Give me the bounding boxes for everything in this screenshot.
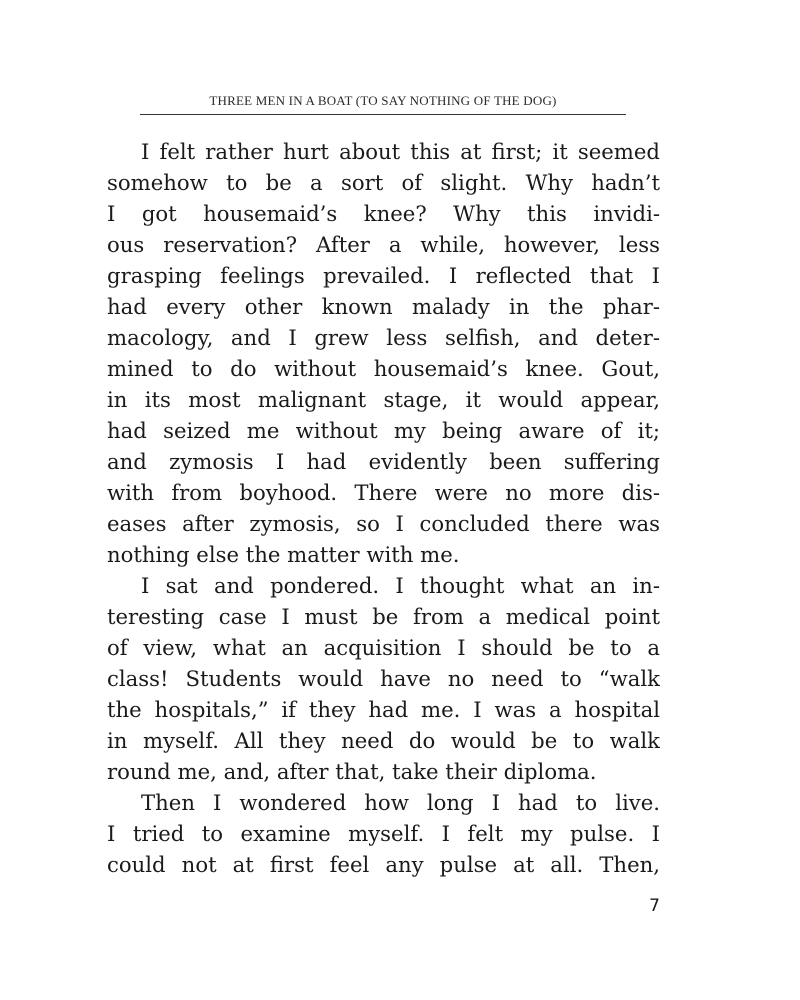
text-line: mined to do without housemaid’s knee. Gout, — [107, 356, 660, 381]
text-line: in myself. All they need do would be to walk — [107, 728, 660, 753]
text-line: I got housemaid’s knee? Why this invidi- — [107, 201, 660, 226]
text-line: I tried to examine myself. I felt my pulse. I — [107, 821, 660, 846]
text-line: I felt rather hurt about this at first; it seemed — [141, 139, 660, 164]
text-line: nothing else the matter with me. — [107, 542, 460, 567]
body-text — [107, 136, 660, 880]
text-line: grasping feelings prevailed. I reflected that I — [107, 263, 660, 288]
text-line: somehow to be a sort of slight. Why hadn’t — [107, 170, 660, 195]
text-line: round me, and, after that, take their diploma. — [107, 759, 597, 784]
header-rule — [140, 114, 626, 115]
text-line: Then I wondered how long I had to live. — [141, 790, 660, 815]
text-line: had seized me without my being aware of it; — [107, 418, 660, 443]
text-line: teresting case I must be from a medical point — [107, 604, 660, 629]
text-line: in its most malignant stage, it would appear, — [107, 387, 660, 412]
text-line: eases after zymosis, so I concluded there was — [107, 511, 660, 536]
text-line: had every other known malady in the phar- — [107, 294, 660, 319]
text-line: I sat and pondered. I thought what an in- — [141, 573, 660, 598]
text-line: of view, what an acquisition I should be to a — [107, 635, 660, 660]
text-line: could not at first feel any pulse at all. Then, — [107, 852, 660, 877]
page-number: 7 — [649, 896, 660, 916]
running-head: THREE MEN IN A BOAT (TO SAY NOTHING OF THE DOG) — [209, 93, 557, 108]
text-line: and zymosis I had evidently been suffering — [107, 449, 660, 474]
text-line: ous reservation? After a while, however, less — [107, 232, 660, 257]
text-line: the hospitals,” if they had me. I was a hospital — [107, 697, 660, 722]
text-line: class! Students would have no need to “walk — [107, 666, 660, 691]
text-line: with from boyhood. There were no more dis- — [107, 480, 660, 505]
text-line: macology, and I grew less selfish, and deter- — [107, 325, 660, 350]
